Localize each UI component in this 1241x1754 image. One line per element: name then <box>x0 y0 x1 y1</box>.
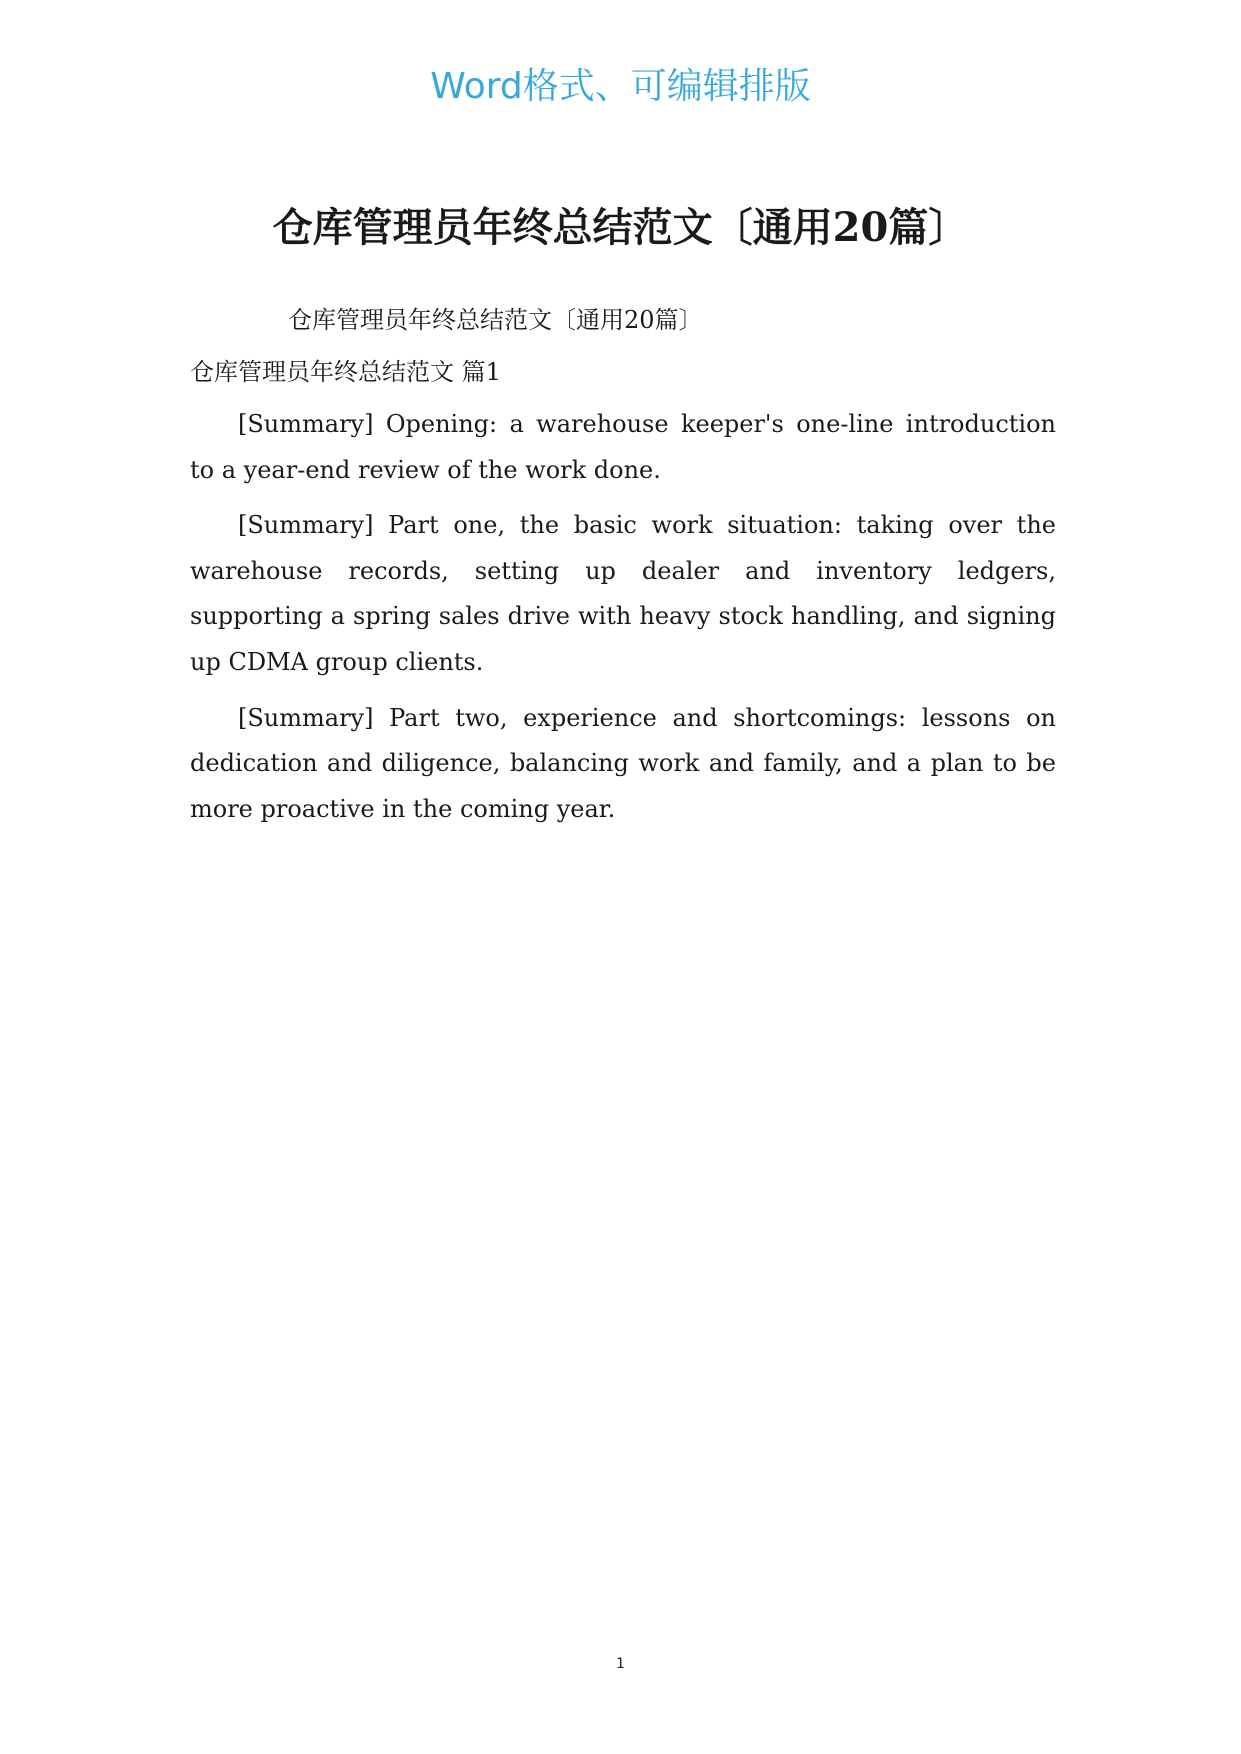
section-heading: 仓库管理员年终总结范文 篇1 <box>190 358 501 386</box>
document-title: 仓库管理员年终总结范文〔通用20篇〕 <box>272 204 969 251</box>
page-number: 1 <box>616 1656 625 1672</box>
paragraph-experience: [Summary] Part two, experience and shortcomings: lessons on dedication and diligence, balancing work and family, and a plan to be more proactive in the coming year. <box>190 703 1056 823</box>
paragraph-intro: [Summary] Opening: a warehouse keeper's one-line introduction to a year-end review of the work done. <box>190 410 1056 484</box>
paragraph-basic-work: [Summary] Part one, the basic work situation: taking over the warehouse records, setting up dealer and inventory ledgers, supporting a spring sales drive with heavy stock handling, and signing up CDMA group clients. <box>190 511 1056 676</box>
document-banner: Word格式、可编辑排版 <box>430 66 811 107</box>
document-subtitle: 仓库管理员年终总结范文〔通用20篇〕 <box>288 306 703 334</box>
document-body <box>190 402 1056 842</box>
